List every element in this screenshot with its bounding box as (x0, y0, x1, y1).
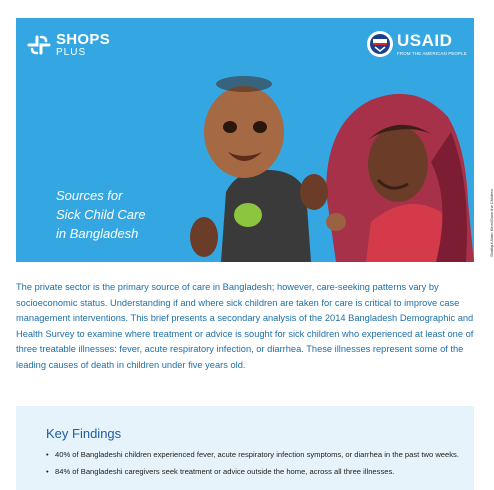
hero-banner (16, 18, 474, 262)
key-findings-list (46, 450, 466, 483)
hero-title-line: Sick Child Care (56, 207, 146, 222)
shops-plus-logo-icon (26, 32, 52, 58)
usaid-seal-icon (366, 30, 394, 58)
hero-title-line: in Bangladesh (56, 226, 139, 241)
intro-paragraph: The private sector is the primary source of care in Bangladesh; however, care-seeking patterns vary by socioeconomic status. Understanding if and where sick children are taken for care is critical to improve case management interventions. This brief presents a secondary analysis of the 2014 Bangladesh Demographic and Health Survey to examine where treatment or advice is sought for sick children who experienced at least one of three treatable illnesses: fever, acute respiratory infection, or diarrhea. These illnesses represent some of the leading causes of death in children under five years old. (16, 282, 474, 370)
usaid-logo-tagline: FROM THE AMERICAN PEOPLE (397, 51, 467, 56)
shops-plus-logo (26, 32, 110, 58)
usaid-logo-name: USAID (397, 31, 453, 50)
key-finding-item: • 40% of Bangladeshi children experienced fever, acute respiratory infection symptoms, or diarrhea in the past two weeks. (46, 450, 466, 461)
hero-photo (166, 72, 474, 262)
shops-logo-name: SHOPS (56, 31, 111, 48)
key-finding-item: • 84% of Bangladeshi caregivers seek treatment or advice outside the home, across all three illnesses. (46, 467, 466, 478)
photo-credit (482, 175, 494, 257)
shops-logo-sub: PLUS (56, 47, 87, 58)
key-findings-box (16, 406, 474, 490)
photo-credit-text: Shafiqul Alam Kiron/Save the Children (489, 189, 494, 257)
hero-title (56, 186, 146, 243)
hero-title-line: Sources for (56, 188, 123, 203)
key-findings-heading: Key Findings (46, 426, 122, 441)
usaid-logo (366, 30, 467, 58)
